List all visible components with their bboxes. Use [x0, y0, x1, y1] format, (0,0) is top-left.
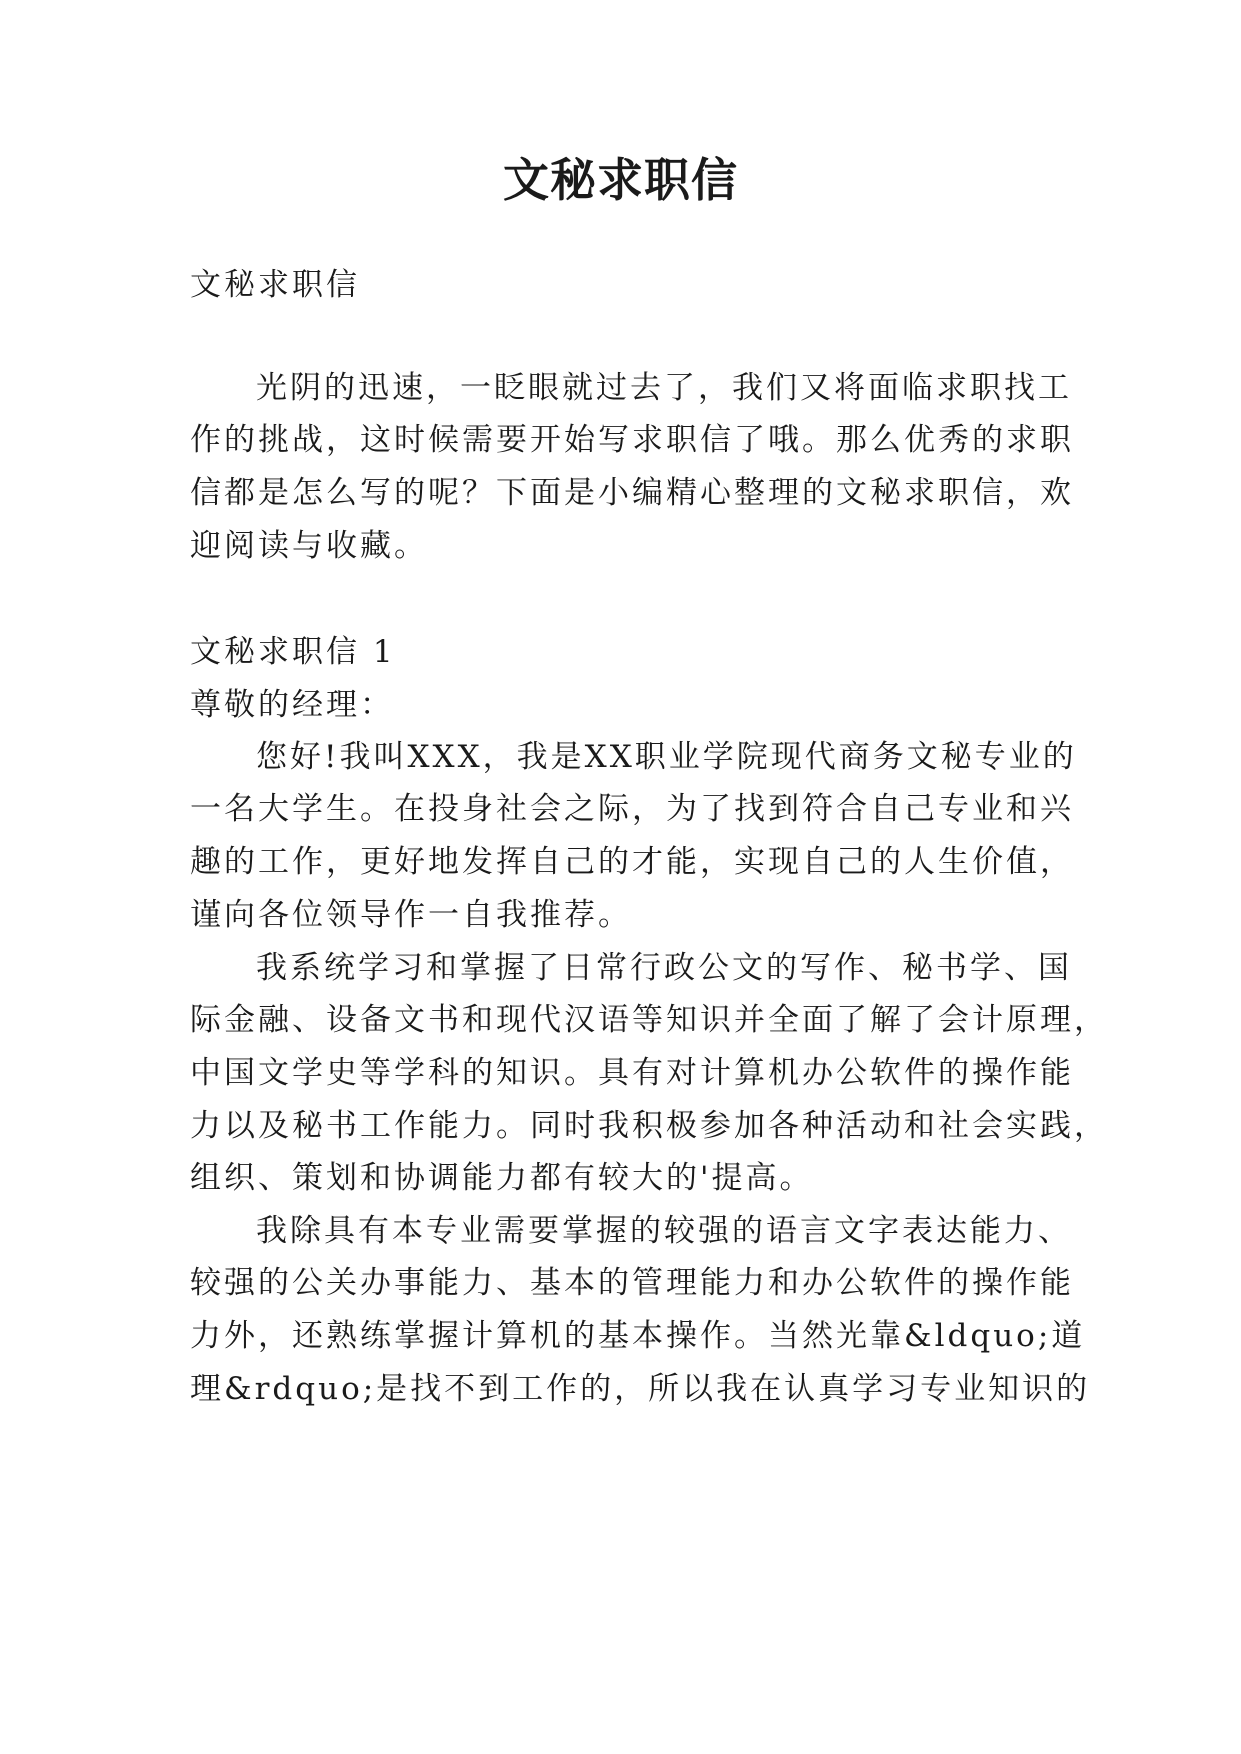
paragraph-line: 我系统学习和掌握了日常行政公文的写作、秘书学、国	[256, 950, 1072, 986]
paragraph-line: 力外，还熟练掌握计算机的基本操作。当然光靠&ldquo;道	[190, 1318, 1086, 1354]
paragraph-line: 较强的公关办事能力、基本的管理能力和办公软件的操作能	[190, 1265, 1074, 1301]
paragraph-line: 际金融、设备文书和现代汉语等知识并全面了解了会计原理，	[190, 1002, 1108, 1038]
intro-line: 作的挑战，这时候需要开始写求职信了哦。那么优秀的求职	[190, 422, 1074, 458]
paragraph-line: 中国文学史等学科的知识。具有对计算机办公软件的操作能	[190, 1055, 1074, 1091]
paragraph-line: 我除具有本专业需要掌握的较强的语言文字表达能力、	[256, 1213, 1072, 1249]
paragraph-line: 理&rdquo;是找不到工作的，所以我在认真学习专业知识的	[190, 1371, 1091, 1407]
document-subtitle: 文秘求职信	[190, 267, 360, 303]
section-heading: 文秘求职信 1	[190, 634, 396, 670]
paragraph-line: 一名大学生。在投身社会之际，为了找到符合自己专业和兴	[190, 791, 1074, 827]
intro-line: 光阴的迅速，一眨眼就过去了，我们又将面临求职找工	[256, 370, 1072, 406]
paragraph-line: 组织、策划和协调能力都有较大的'提高。	[190, 1160, 814, 1196]
salutation: 尊敬的经理：	[190, 687, 394, 723]
paragraph-line: 力以及秘书工作能力。同时我积极参加各种活动和社会实践，	[190, 1108, 1108, 1144]
paragraph-line: 谨向各位领导作一自我推荐。	[190, 897, 632, 933]
intro-line: 信都是怎么写的呢？下面是小编精心整理的文秘求职信，欢	[190, 475, 1074, 511]
paragraph-line: 您好!我叫XXX，我是XX职业学院现代商务文秘专业的	[256, 739, 1077, 775]
paragraph-line: 趣的工作，更好地发挥自己的才能，实现自己的人生价值，	[190, 844, 1074, 880]
intro-line: 迎阅读与收藏。	[190, 528, 428, 564]
document-title: 文秘求职信	[503, 153, 738, 207]
